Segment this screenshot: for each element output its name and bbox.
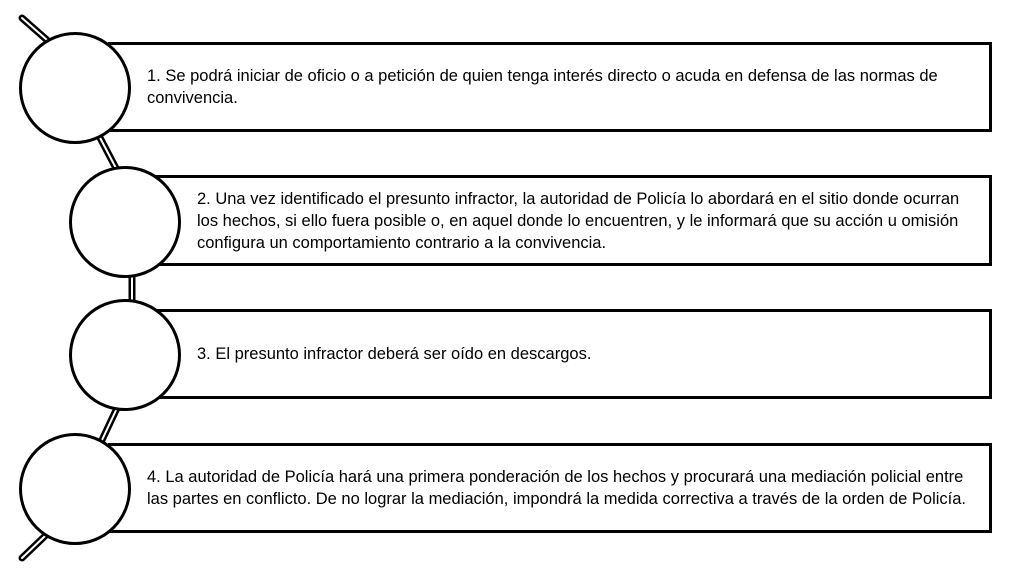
step-2-box xyxy=(150,175,992,266)
step-2-text: 2. Una vez identificado el presunto infractor, la autoridad de Policía lo abordará en el sitio donde ocurran los hechos, si ello fuera posible o, en aquel donde lo encuentren, y le informará que su acción u omisión configura un comportamiento contrario a la convivencia. xyxy=(197,189,960,252)
step-4-text: 4. La autoridad de Policía hará una primera ponderación de los hechos y procurará una mediación policial entre las partes en conflicto. De no lograr la mediación, impondrá la medida correctiva a través de la orden de Policía. xyxy=(147,468,967,508)
step-2-circle xyxy=(69,166,181,278)
step-3-box xyxy=(150,309,992,399)
step-4-circle xyxy=(19,433,131,545)
step-3-circle xyxy=(69,299,181,411)
step-3-text: 3. El presunto infractor deberá ser oído en descargos. xyxy=(197,345,592,363)
step-4-box xyxy=(108,443,992,533)
step-1-box xyxy=(108,42,992,132)
step-1-circle xyxy=(19,32,131,144)
step-1-text: 1. Se podrá iniciar de oficio o a petición de quien tenga interés directo o acuda en defensa de las normas de convivencia. xyxy=(147,67,938,107)
